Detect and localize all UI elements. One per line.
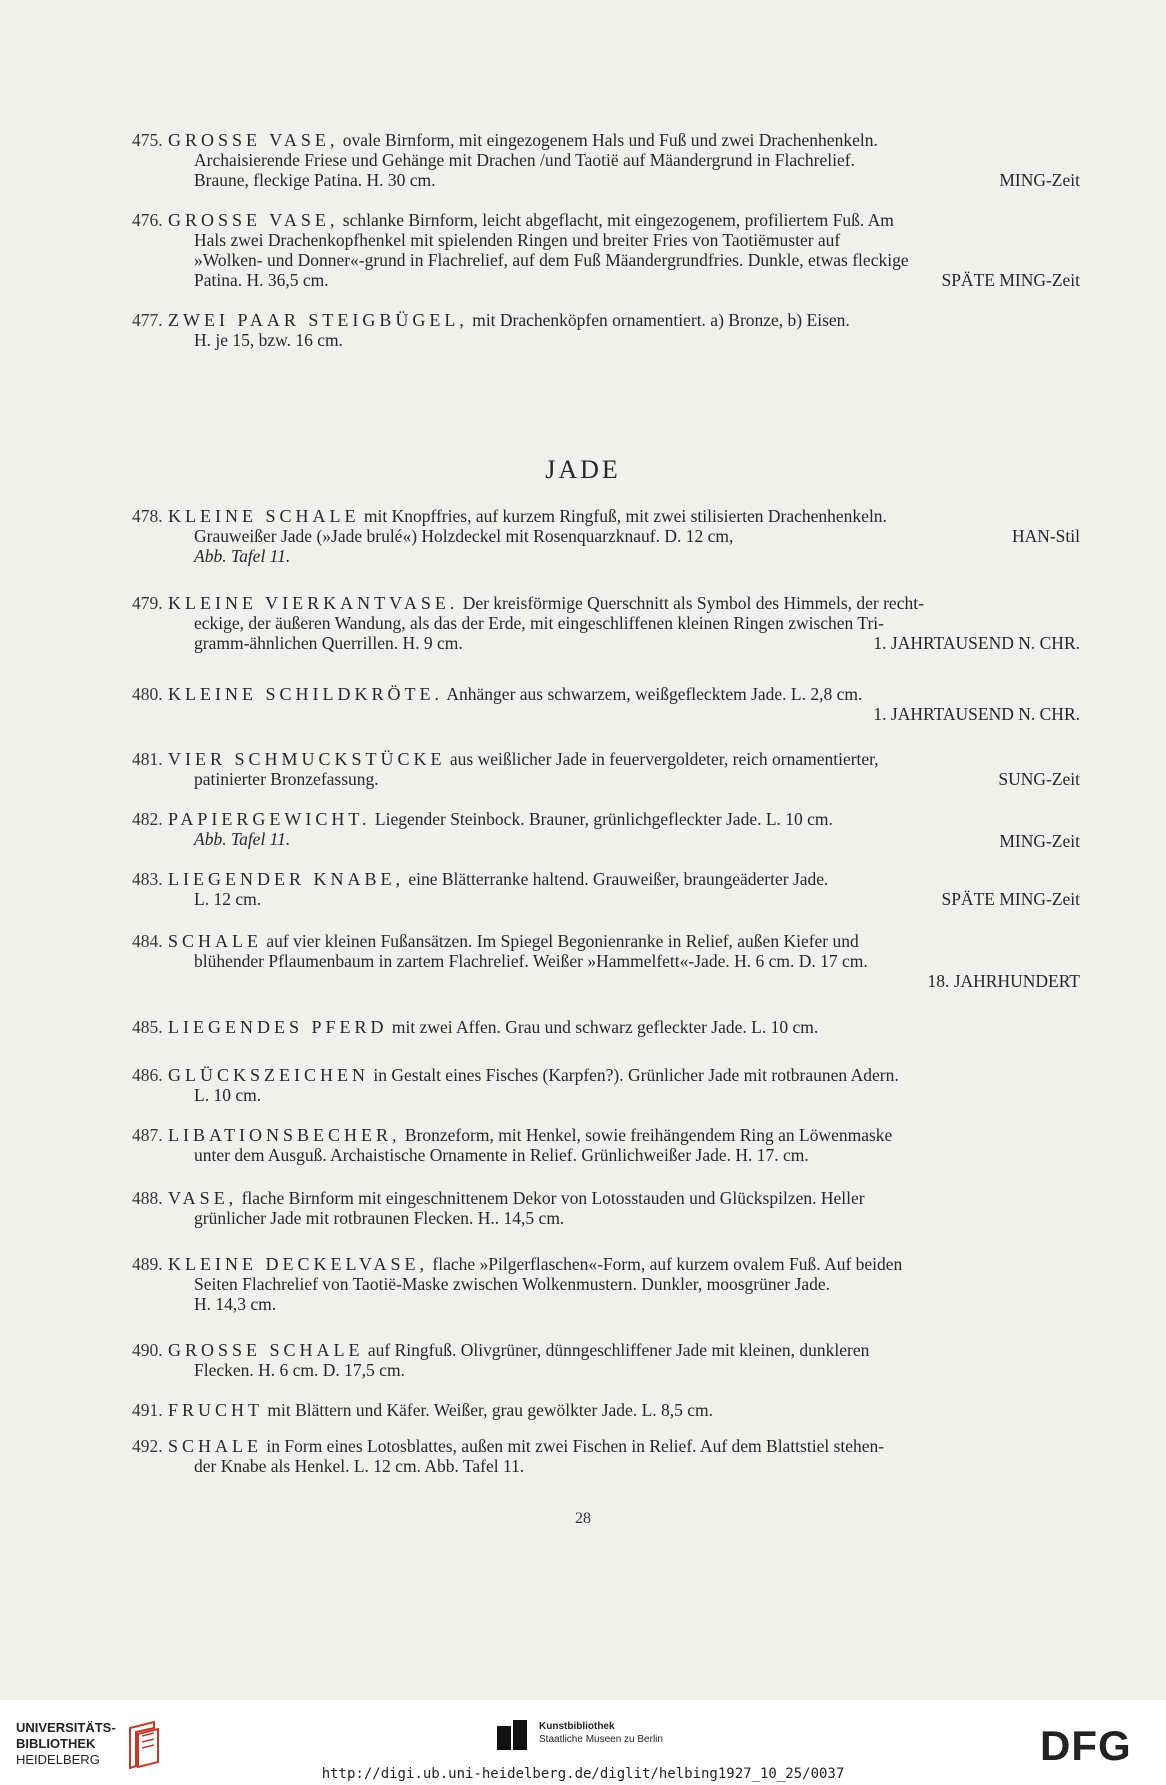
entry-text: flache »Pilgerflaschen«-Form, auf kurzem ovalem Fuß. Auf beiden [432, 1254, 903, 1274]
entry-text: Archaisierende Friese und Gehänge mit Drachen /und Taotië auf Mäandergrund in Flachrelief. [194, 150, 855, 170]
entry-text: eckige, der äußeren Wandung, als das der Erde, mit eingeschliffenen kleinen Ringen zwischen Tri- [194, 613, 884, 633]
entry-text: auf vier kleinen Fußansätzen. Im Spiegel Begonienranke in Relief, außen Kiefer und [266, 931, 859, 951]
entry-number: 491. [132, 1400, 163, 1420]
entry-plate-reference: Abb. Tafel 11. [194, 829, 291, 849]
entry-text: eine Blätterranke haltend. Grauweißer, braungeäderter Jade. [408, 869, 829, 889]
entry-number: 484. [132, 931, 163, 951]
entry-text: Der kreisförmige Querschnitt als Symbol des Himmels, der recht- [462, 593, 924, 613]
entry-number: 481. [132, 749, 163, 769]
entry-text: Flecken. H. 6 cm. D. 17,5 cm. [194, 1360, 405, 1380]
dfg-logo[interactable]: DFG [1040, 1722, 1132, 1769]
entry-number: 483. [132, 869, 163, 889]
entry-text: unter dem Ausguß. Archaistische Ornamente in Relief. Grünlichweißer Jade. H. 17. cm. [194, 1145, 809, 1165]
entry-text: gramm-ähnlichen Querrillen. H. 9 cm. [194, 633, 463, 653]
entry-text: Grauweißer Jade (»Jade brulé«) Holzdeckel mit Rosenquarzknauf. D. 12 cm, [194, 526, 734, 546]
entry-heading: VASE, [168, 1188, 238, 1208]
entry-text: mit Blättern und Käfer. Weißer, grau gewölkter Jade. L. 8,5 cm. [267, 1400, 714, 1420]
entry-text: mit Drachenköpfen ornamentiert. a) Bronze, b) Eisen. [472, 310, 850, 330]
entry-heading: GROSSE VASE, [168, 130, 339, 150]
entry-heading: LIBATIONSBECHER, [168, 1125, 401, 1145]
entry-text: H. je 15, bzw. 16 cm. [194, 330, 344, 350]
kunstbibliothek-emblem-icon [495, 1718, 531, 1754]
entry-heading: GLÜCKSZEICHEN [168, 1065, 369, 1085]
entry-text: ovale Birnform, mit eingezogenem Hals und Fuß und zwei Drachenhenkeln. [342, 130, 878, 150]
digitization-footer [0, 1700, 1166, 1785]
entry-heading: KLEINE SCHILDKRÖTE. [168, 684, 443, 704]
entry-number: 480. [132, 684, 163, 704]
entry-text: schlanke Birnform, leicht abgeflacht, mit eingezogenem, profiliertem Fuß. Am [342, 210, 894, 230]
entry-text: blühender Pflaumenbaum in zartem Flachrelief. Weißer »Hammelfett«-Jade. H. 6 cm. D. 17 cm. [194, 951, 868, 971]
entry-plate-reference: Abb. Tafel 11. [194, 546, 291, 566]
entry-number: 485. [132, 1017, 163, 1037]
permalink-url[interactable]: http://digi.ub.uni-heidelberg.de/diglit/helbing1927_10_25/0037 [321, 1766, 845, 1782]
entry-heading: KLEINE DECKELVASE, [168, 1254, 428, 1274]
entry-heading: GROSSE SCHALE [168, 1340, 364, 1360]
entry-text: mit Knopffries, auf kurzem Ringfuß, mit zwei stilisierten Drachenhenkeln. [363, 506, 887, 526]
entry-heading: LIEGENDER KNABE, [168, 869, 404, 889]
entry-text: Seiten Flachrelief von Taotië-Maske zwischen Wolkenmustern. Dunkler, moosgrüner Jade. [194, 1274, 831, 1294]
entry-text: Braune, fleckige Patina. H. 30 cm. [194, 170, 436, 190]
logo-text: UNIVERSITÄTS- [16, 1720, 116, 1735]
entry-period: 1. JAHRTAUSEND N. CHR. [873, 704, 1080, 724]
entry-text: in Gestalt eines Fisches (Karpfen?). Grünlicher Jade mit rotbraunen Adern. [373, 1065, 899, 1085]
entry-number: 492. [132, 1436, 163, 1456]
entry-heading: PAPIERGEWICHT. [168, 809, 371, 829]
entry-heading: FRUCHT [168, 1400, 264, 1420]
kunstbibliothek-logo[interactable] [495, 1718, 695, 1758]
entry-period: MING-Zeit [999, 170, 1080, 190]
entry-number: 475. [132, 130, 163, 150]
entry-number: 478. [132, 506, 163, 526]
entry-period: SPÄTE MING-Zeit [941, 270, 1080, 290]
entry-text: H. 14,3 cm. [194, 1294, 277, 1314]
page-number: 28 [575, 1510, 591, 1527]
entry-number: 488. [132, 1188, 163, 1208]
logo-text: BIBLIOTHEK [16, 1736, 96, 1751]
entry-text: »Wolken- und Donner«-grund in Flachrelief, auf dem Fuß Mäandergrundfries. Dunkle, etwas fleckige [194, 250, 909, 270]
entry-heading: GROSSE VASE, [168, 210, 339, 230]
entry-number: 487. [132, 1125, 163, 1145]
entry-period: SPÄTE MING-Zeit [941, 889, 1080, 909]
entry-period: 18. JAHRHUNDERT [927, 971, 1080, 991]
entry-text: grünlicher Jade mit rotbraunen Flecken. H.. 14,5 cm. [194, 1208, 565, 1228]
entry-number: 482. [132, 809, 163, 829]
entry-text: mit zwei Affen. Grau und schwarz gefleckter Jade. L. 10 cm. [391, 1017, 819, 1037]
entry-text: Bronzeform, mit Henkel, sowie freihängendem Ring an Löwenmaske [404, 1125, 893, 1145]
entry-period: HAN-Stil [1011, 526, 1080, 546]
section-title: JADE [545, 455, 621, 484]
entry-heading: KLEINE SCHALE [168, 506, 360, 526]
entry-text: in Form eines Lotosblattes, außen mit zwei Fischen in Relief. Auf dem Blattstiel stehen- [266, 1436, 885, 1456]
entry-period: 1. JAHRTAUSEND N. CHR. [873, 633, 1080, 653]
entry-period: SUNG-Zeit [998, 769, 1080, 789]
logo-text: Kunstbibliothek [539, 1721, 615, 1732]
entry-heading: SCHALE [168, 931, 263, 951]
entry-number: 489. [132, 1254, 163, 1274]
entry-text: L. 12 cm. [194, 889, 262, 909]
entry-text: aus weißlicher Jade in feuervergoldeter, reich ornamentierter, [449, 749, 879, 769]
entry-heading: KLEINE VIERKANTVASE. [168, 593, 459, 613]
entry-number: 490. [132, 1340, 163, 1360]
entry-heading: SCHALE [168, 1436, 263, 1456]
entry-heading: ZWEI PAAR STEIGBÜGEL, [168, 310, 468, 330]
entry-text: der Knabe als Henkel. L. 12 cm. Abb. Tafel 11. [194, 1456, 525, 1476]
logo-text: HEIDELBERG [16, 1752, 100, 1767]
entry-text: auf Ringfuß. Olivgrüner, dünngeschliffener Jade mit kleinen, dunkleren [367, 1340, 870, 1360]
entry-text: flache Birnform mit eingeschnittenem Dekor von Lotosstauden und Glückspilzen. Heller [241, 1188, 865, 1208]
entry-number: 486. [132, 1065, 163, 1085]
entry-number: 476. [132, 210, 163, 230]
entry-text: Anhänger aus schwarzem, weißgeflecktem Jade. L. 2,8 cm. [446, 684, 863, 704]
entry-period: MING-Zeit [999, 831, 1080, 851]
entry-heading: VIER SCHMUCKSTÜCKE [168, 749, 446, 769]
entry-heading: LIEGENDES PFERD [168, 1017, 388, 1037]
entry-text: Patina. H. 36,5 cm. [194, 270, 329, 290]
entry-text: L. 10 cm. [194, 1085, 262, 1105]
logo-text: Staatliche Museen zu Berlin [539, 1734, 663, 1745]
entry-text: Liegender Steinbock. Brauner, grünlichgefleckter Jade. L. 10 cm. [374, 809, 833, 829]
entry-number: 477. [132, 310, 163, 330]
entry-number: 479. [132, 593, 163, 613]
entry-text: patinierter Bronzefassung. [194, 769, 379, 789]
entry-text: Hals zwei Drachenkopfhenkel mit spielenden Ringen und breiter Fries von Taotiëmuster auf [194, 230, 841, 250]
library-emblem-icon [124, 1720, 164, 1770]
